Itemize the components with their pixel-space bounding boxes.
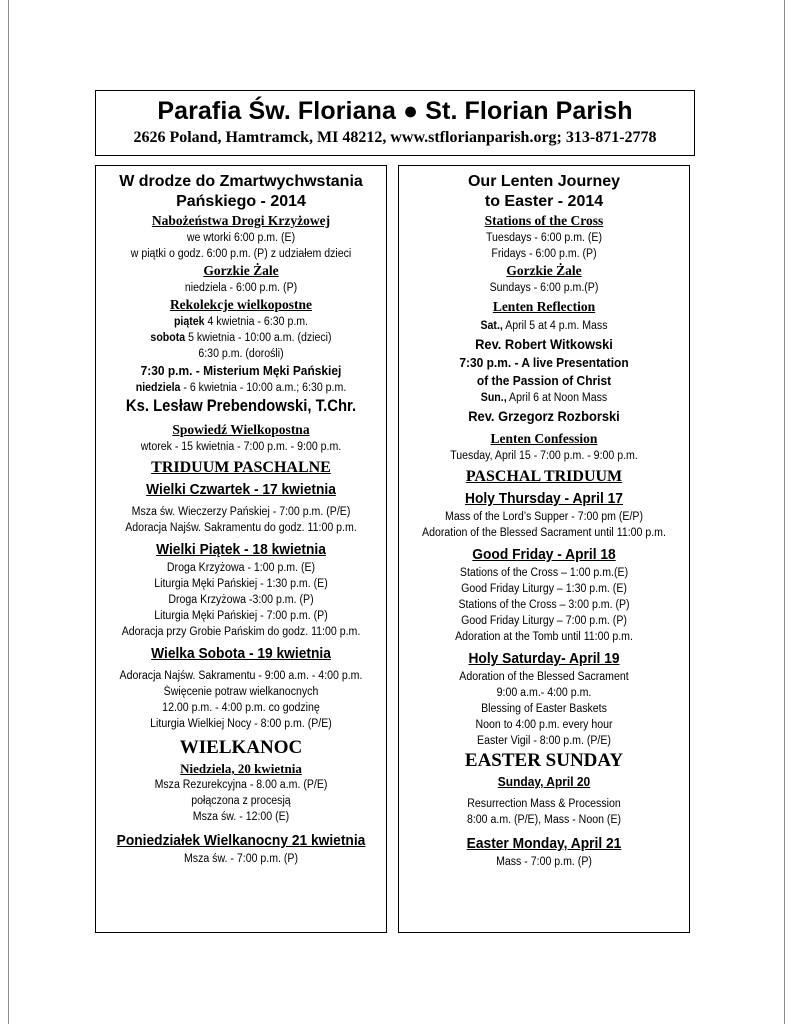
english-reflection-line: 7:30 p.m. - A live Presentation	[459, 355, 629, 370]
english-friday-line: Stations of the Cross – 1:00 p.m.(E)	[459, 567, 629, 579]
polish-easter-title: WIELKANOC	[179, 737, 303, 758]
polish-thursday-title: Wielki Czwartek - 17 kwietnia	[146, 482, 336, 498]
english-stations-line: Tuesdays - 6:00 p.m. (E)	[485, 232, 603, 244]
polish-rekolekcje-line	[108, 330, 375, 346]
polish-friday-line: Liturgia Męki Pańskiej - 7:00 p.m. (P)	[154, 610, 328, 622]
polish-rekolekcje-title: Rekolekcje wielkopostne	[169, 297, 313, 312]
english-friday-line: Adoration at the Tomb until 11:00 p.m.	[455, 631, 633, 643]
english-thursday-title: Holy Thursday - April 17	[465, 491, 623, 507]
english-friday-line: Good Friday Liturgy – 7:00 p.m. (P)	[461, 615, 627, 627]
polish-heading-line1: W drodze do Zmartwychwstania	[119, 173, 363, 190]
english-easter-line: Resurrection Mass & Procession	[467, 798, 621, 810]
english-monday-line: Mass - 7:00 p.m. (P)	[496, 856, 592, 868]
polish-rekolekcje-line	[108, 314, 375, 330]
day-label: Sun.,	[480, 392, 507, 404]
time-text: 5 kwietnia - 10:00 a.m. (dzieci)	[185, 332, 332, 344]
polish-saturday-line: 12.00 p.m. - 4:00 p.m. co godzinę	[162, 702, 320, 714]
polish-rekolekcje-line: 6:30 p.m. (dorośli)	[198, 348, 284, 360]
english-schedule-column	[398, 165, 690, 933]
english-reflection-line	[411, 390, 678, 406]
english-friday-title: Good Friday - April 18	[472, 547, 616, 563]
english-saturday-line: Easter Vigil - 8:00 p.m. (P/E)	[477, 735, 611, 747]
english-gorzkie-line: Sundays - 6:00 p.m.(P)	[489, 282, 599, 294]
polish-saturday-title: Wielka Sobota - 19 kwietnia	[151, 646, 331, 662]
parish-title: Parafia Św. Floriana ● St. Florian Parish	[157, 97, 633, 125]
polish-monday-line: Msza św. - 7:00 p.m. (P)	[183, 853, 299, 865]
polish-friday-line: Droga Krzyżowa -3:00 p.m. (P)	[168, 594, 314, 606]
polish-easter-line: Msza Rezurekcyjna - 8.00 a.m. (P/E)	[154, 779, 328, 791]
day-label: Sat.,	[480, 320, 503, 332]
time-text: April 5 at 4 p.m. Mass	[502, 320, 608, 332]
polish-easter-line: połączona z procesją	[191, 795, 291, 807]
polish-saturday-line: Adoracja Najśw. Sakramentu - 9:00 a.m. - 4:00 p.m.	[119, 670, 363, 682]
polish-thursday-line: Adoracja Najśw. Sakramentu do godz. 11:00 p.m.	[125, 522, 357, 534]
parish-address: 2626 Poland, Hamtramck, MI 48212, www.stflorianparish.org; 313-871-2778	[133, 129, 657, 146]
time-text: April 6 at Noon Mass	[506, 392, 608, 404]
english-saturday-line: Adoration of the Blessed Sacrament	[459, 671, 629, 683]
english-thursday-line: Mass of the Lord’s Supper - 7:00 pm (E/P)	[444, 511, 643, 523]
english-monday-title: Easter Monday, April 21	[466, 836, 622, 852]
polish-heading-line2: Pańskiego - 2014	[176, 193, 306, 210]
english-friday-line: Good Friday Liturgy – 1:30 p.m. (E)	[461, 583, 627, 595]
page-left-edge	[8, 0, 9, 1024]
polish-gorzkie-line: niedziela - 6:00 p.m. (P)	[184, 282, 298, 294]
polish-stations-line: we wtorki 6:00 p.m. (E)	[186, 232, 296, 244]
polish-thursday-line: Msza św. Wieczerzy Pańskiej - 7:00 p.m. (P/E)	[131, 506, 351, 518]
english-confession-title: Lenten Confession	[490, 431, 598, 446]
polish-misterium: 7:30 p.m. - Misterium Męki Pańskiej	[140, 363, 342, 378]
time-text: - 6 kwietnia - 10:00 a.m.; 6:30 p.m.	[180, 382, 347, 394]
time-text: 4 kwietnia - 6:30 p.m.	[204, 316, 309, 328]
polish-friday-title: Wielki Piątek - 18 kwietnia	[156, 542, 326, 558]
polish-spowiedz-title: Spowiedź Wielkopostna	[172, 422, 310, 437]
polish-schedule-column	[95, 165, 387, 933]
polish-triduum-title: TRIDUUM PASCHALNE	[151, 459, 331, 476]
english-stations-title: Stations of the Cross	[484, 213, 604, 228]
english-reflection-line: of the Passion of Christ	[476, 373, 612, 388]
day-label: piątek	[173, 316, 205, 328]
english-saturday-title: Holy Saturday- April 19	[468, 651, 620, 667]
english-easter-line: 8:00 a.m. (P/E), Mass - Noon (E)	[466, 814, 622, 826]
english-stations-line: Fridays - 6:00 p.m. (P)	[491, 248, 597, 260]
english-triduum-title: PASCHAL TRIDUUM	[465, 468, 623, 485]
english-thursday-line: Adoration of the Blessed Sacrament until 11:00 p.m.	[422, 527, 666, 539]
day-label: sobota	[150, 332, 186, 344]
english-heading-line1: Our Lenten Journey	[467, 173, 621, 190]
polish-friday-line: Liturgia Męki Pańskiej - 1:30 p.m. (E)	[154, 578, 328, 590]
day-label: niedziela	[135, 382, 181, 394]
english-reflection-line	[411, 318, 678, 334]
english-friday-line: Stations of the Cross – 3:00 p.m. (P)	[458, 599, 630, 611]
polish-monday-title: Poniedziałek Wielkanocny 21 kwietnia	[116, 833, 366, 849]
polish-priest-name: Ks. Lesław Prebendowski, T.Chr.	[125, 397, 357, 415]
english-reflection-title: Lenten Reflection	[492, 299, 596, 314]
english-easter-title: EASTER SUNDAY	[464, 750, 624, 771]
english-gorzkie-title: Gorzkie Żale	[506, 263, 582, 278]
polish-friday-line: Droga Krzyżowa - 1:00 p.m. (E)	[166, 562, 316, 574]
page-right-edge	[784, 0, 785, 1024]
polish-gorzkie-title: Gorzkie Żale	[203, 263, 279, 278]
polish-saturday-line: Święcenie potraw wielkanocnych	[163, 686, 319, 698]
polish-stations-title: Nabożeństwa Drogi Krzyżowej	[151, 213, 331, 228]
english-confession-line: Tuesday, April 15 - 7:00 p.m. - 9:00 p.m.	[450, 450, 638, 462]
parish-header	[95, 90, 695, 156]
english-priest-name: Rev. Robert Witkowski	[475, 336, 613, 352]
english-saturday-line: Blessing of Easter Baskets	[481, 703, 607, 715]
english-saturday-line: Noon to 4:00 p.m. every hour	[475, 719, 613, 731]
english-saturday-line: 9:00 a.m.- 4:00 p.m.	[496, 687, 592, 699]
polish-saturday-line: Liturgia Wielkiej Nocy - 8:00 p.m. (P/E)	[150, 718, 332, 730]
polish-easter-line: Msza św. - 12:00 (E)	[192, 811, 290, 823]
english-priest-name: Rev. Grzegorz Rozborski	[468, 408, 620, 424]
polish-rekolekcje-line	[108, 380, 375, 396]
polish-easter-date: Niedziela, 20 kwietnia	[180, 761, 302, 776]
english-heading-line2: to Easter - 2014	[484, 193, 604, 210]
polish-spowiedz-line: wtorek - 15 kwietnia - 7:00 p.m. - 9:00 p.m.	[140, 441, 342, 453]
english-easter-date: Sunday, April 20	[497, 774, 591, 789]
polish-stations-line: w piątki o godz. 6:00 p.m. (P) z udziałem dzieci	[130, 248, 352, 260]
polish-friday-line: Adoracja przy Grobie Pańskim do godz. 11:00 p.m.	[121, 626, 361, 638]
